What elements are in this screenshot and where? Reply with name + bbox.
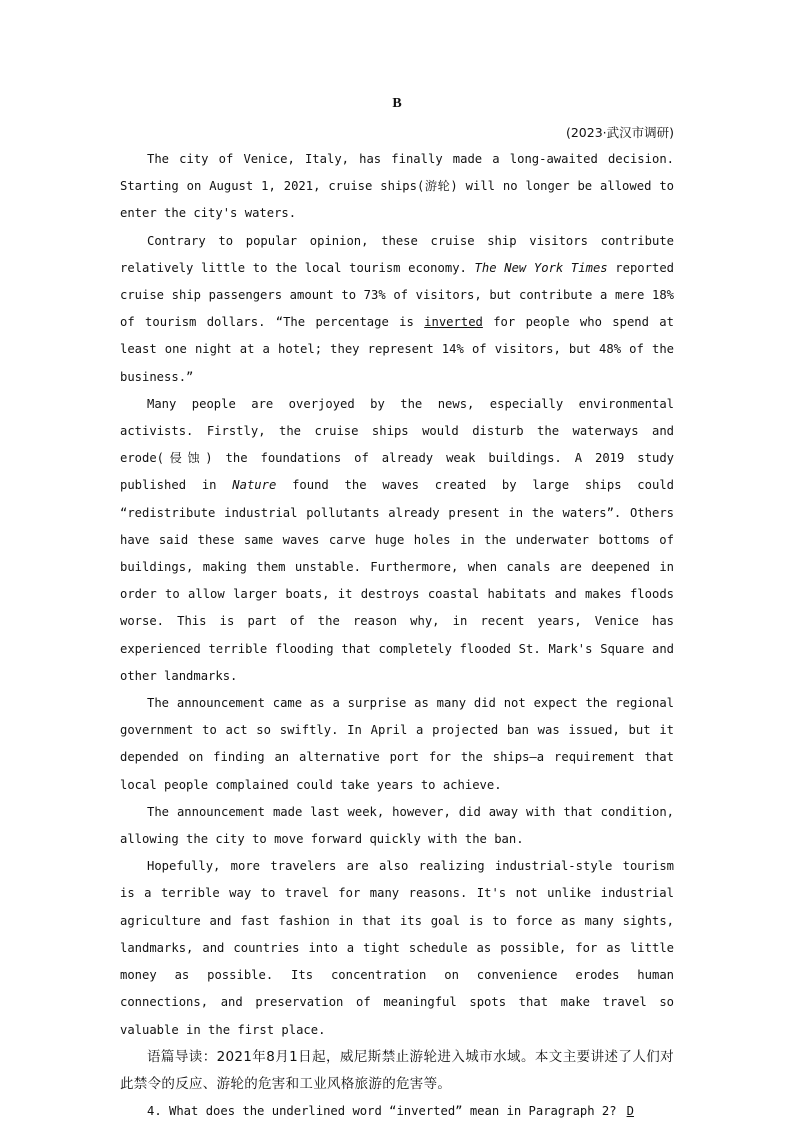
source-note: (2023·武汉市调研) [565, 125, 674, 140]
paragraph-2-text-c: for people who spend at least one night at a hotel; they represent 14% of visitors, but 48% of the business.” [120, 315, 674, 384]
passage-body [120, 146, 674, 1125]
question-text: 4. What does the underlined word “inverted” mean in Paragraph 2? [147, 1104, 617, 1119]
paragraph-5: The announcement made last week, however, did away with that condition, allowing the city to move forward quickly with the ban. [120, 804, 674, 847]
question-4 [120, 1098, 674, 1125]
section-title: B [392, 96, 402, 111]
paragraph-2 [120, 228, 674, 391]
underlined-word: inverted [424, 315, 483, 330]
paragraph-2-text-a: Contrary to popular opinion, these cruise ship visitors contribute relatively little to the local tourism economy. [120, 233, 674, 275]
paragraph-4: The announcement came as a surprise as many did not expect the regional government to act so swiftly. In April a projected ban was issued, but it depended on finding an alternative port for the ships—a requirement that local people complained could take years to achieve. [120, 696, 674, 792]
paragraph-3 [120, 391, 674, 690]
paragraph-1: The city of Venice, Italy, has finally made a long-awaited decision. Starting on August 1, 2021, cruise ships(游轮) will no longer be allowed to enter the city's waters. [120, 152, 674, 221]
paragraph-3-text-a: Many people are overjoyed by the news, especially environmental activists. Firstly, the cruise ships would disturb the waterways and erode(侵蚀) the foundations of already weak buildings. A 2019 study published in [120, 396, 674, 493]
newspaper-name: The New York Times [474, 260, 608, 275]
paragraph-6: Hopefully, more travelers are also realizing industrial-style tourism is a terrible way to travel for many reasons. It's not unlike industrial agriculture and fast fashion in that its goal is to force as many sights, landmarks, and countries into a tight schedule as possible, for as little money as possible. Its concentration on convenience erodes human connections, and preservation of meaningful spots that make travel so valuable in the first place. [120, 859, 674, 1037]
journal-name: Nature [232, 478, 277, 493]
paragraph-3-text-b: found the waves created by large ships could “redistribute industrial pollutants already present in the waters”. Others have said these same waves carve huge holes in the underwater bottoms of buildings, making them unstable. Furthermore, when canals are deepened in order to allow larger boats, it destroys coastal habitats and makes floods worse. This is part of the reason why, in recent years, Venice has experienced terrible flooding that completely flooded St. Mark's Square and other landmarks. [120, 478, 674, 683]
passage-guide: 语篇导读：2021年8月1日起，威尼斯禁止游轮进入城市水域。本文主要讲述了人们对此禁令的反应、游轮的危害和工业风格旅游的危害等。 [120, 1048, 674, 1092]
paragraph-2-text-b: reported cruise ship passengers amount to 73% of visitors, but contribute a mere 18% of tourism dollars. “The percentage is [120, 260, 674, 330]
answer-blank: D [626, 1104, 634, 1119]
